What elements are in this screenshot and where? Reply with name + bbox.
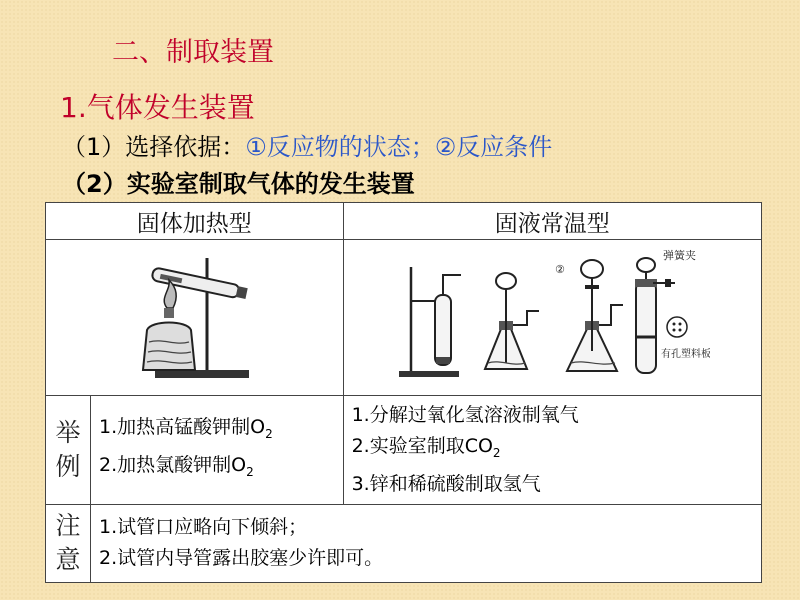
notes-row-label: 注意 bbox=[46, 504, 91, 582]
example-item: 2.加热氯酸钾制$O_2$ bbox=[99, 453, 254, 479]
devices-heading: （2）实验室制取气体的发生装置 bbox=[62, 170, 415, 198]
label-perforated-plate: 有孔塑料板 bbox=[660, 349, 710, 360]
example-item: 1.分解过氧化氢溶液制氧气 bbox=[351, 404, 579, 426]
notes-cell bbox=[91, 504, 762, 582]
example-item: 3.锌和稀硫酸制取氢气 bbox=[351, 472, 541, 495]
examples-row-label: 举例 bbox=[46, 396, 91, 505]
subsection-title: 1.气体发生装置 bbox=[60, 91, 255, 124]
header-solid-liquid: 固液常温型 bbox=[343, 203, 761, 240]
example-item: 1.加热高锰酸钾制$O_2$ bbox=[99, 416, 273, 441]
basis-item-1: ①反应物的状态； bbox=[245, 133, 435, 161]
label-circle-two: ② bbox=[554, 263, 565, 276]
header-solid-heating: 固体加热型 bbox=[46, 203, 344, 240]
example-item: 2.实验室制取$CO_2$ bbox=[351, 435, 501, 460]
solid-liquid-apparatus-diagram bbox=[395, 245, 710, 385]
solid-heating-apparatus-diagram bbox=[129, 246, 259, 384]
basis-prefix: （1）选择依据： bbox=[62, 133, 246, 161]
selection-basis bbox=[62, 127, 552, 162]
solid-liquid-apparatus-cell bbox=[343, 240, 761, 396]
solid-heating-apparatus-cell bbox=[46, 240, 344, 396]
section-title: 二、制取装置 bbox=[112, 37, 274, 68]
label-spring-clip: 弹簧夹 bbox=[662, 249, 696, 262]
apparatus-table bbox=[45, 202, 762, 583]
solid-heating-examples bbox=[91, 396, 344, 505]
note-item: 1.试管口应略向下倾斜； bbox=[99, 516, 308, 539]
basis-item-2: ②反应条件 bbox=[434, 133, 553, 161]
solid-liquid-examples bbox=[343, 396, 761, 505]
note-item: 2.试管内导管露出胶塞少许即可。 bbox=[99, 547, 384, 570]
